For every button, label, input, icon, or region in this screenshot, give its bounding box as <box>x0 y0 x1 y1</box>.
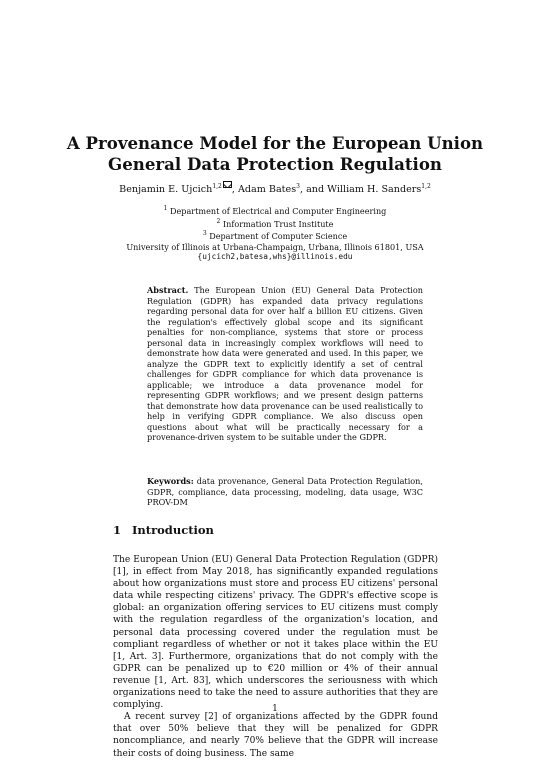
page-number: 1 <box>272 704 278 714</box>
author-name: Adam Bates <box>237 184 297 195</box>
title-line-2: General Data Protection Regulation <box>108 154 442 174</box>
author-affil-mark: 1,2 <box>212 183 222 190</box>
affiliation-text: Information Trust Institute <box>222 218 334 229</box>
author-list <box>0 181 550 195</box>
affil-mark: 2 <box>216 217 221 225</box>
section-title: Introduction <box>132 523 214 537</box>
section-heading <box>113 523 214 537</box>
keywords <box>147 476 423 508</box>
affiliation-line <box>0 204 550 217</box>
paper-title <box>0 133 550 175</box>
affiliation-block <box>0 204 550 263</box>
keywords-label: Keywords: <box>147 476 194 486</box>
envelope-icon <box>223 181 232 188</box>
author-name: William H. Sanders <box>327 184 422 195</box>
abstract-text: The European Union (EU) General Data Protection Regulation (GDPR) has expanded data privacy regulations regarding personal data for over half a billion EU citizens. Given the regulation's effectively global scope and its significant penalties for non-compliance, systems that store or process personal data in increasingly complex workflows will need to demonstrate how data were generated and used. In this paper, we analyze the GDPR text to explicitly identify a set of central challenges for GDPR compliance for which data provenance is applicable; we introduce a data provenance model for representing GDPR workflows; and we present design patterns that demonstrate how data provenance can be used realistically to help in verifying GDPR compliance. We also discuss open questions about what will be practically necessary for a provenance-driven system to be suitable under the GDPR. <box>147 285 423 442</box>
title-line-1: A Provenance Model for the European Union <box>66 133 484 153</box>
section-number: 1 <box>113 523 122 537</box>
abstract-label: Abstract. <box>147 285 189 295</box>
author-separator: , <box>231 184 238 195</box>
affil-mark: 3 <box>202 230 207 237</box>
affiliation-text: Department of Computer Science <box>209 231 348 241</box>
affiliation-text: Department of Electrical and Computer Engineering <box>170 206 387 216</box>
email-line[interactable]: {ujcich2,batesa,whs}@illinois.edu <box>197 252 353 261</box>
body-paragraph: A recent survey [2] of organizations affected by the GDPR found that over 50% believe that they will be penalized for GDPR noncompliance, and nearly 70% believe that the GDPR will increase their costs of doing business. The same <box>113 712 438 759</box>
abstract <box>147 285 423 443</box>
affiliation-line <box>0 229 550 242</box>
affil-mark: 1 <box>163 205 168 212</box>
body-text <box>113 554 438 760</box>
author-name: Benjamin E. Ujcich <box>119 184 213 195</box>
author-separator: , and <box>299 184 328 195</box>
author-affil-mark: 1,2 <box>421 183 431 190</box>
affiliation-line <box>0 217 550 230</box>
keywords-text: data provenance, General Data Protection Regulation, GDPR, compliance, data processing, modeling, data usage, W3C PROV-DM <box>147 476 423 507</box>
university-line: University of Illinois at Urbana-Champaign, Urbana, Illinois 61801, USA <box>126 241 424 252</box>
body-paragraph: The European Union (EU) General Data Protection Regulation (GDPR) [1], in effect from May 2018, has significantly expanded regulations about how organizations must store and process EU citizens' personal data while respecting citizens' privacy. The GDPR's effective scope is global: an organization offering services to EU citizens must comply with the regulation regardless of the organization's location, and personal data processing covered under the regulation must be compliant regardless of whether or not it takes place within the EU [1, Art. 3]. Furthermore, organizations that do not comply with the GDPR can be penalized up to €20 million or 4% of their annual revenue [1, Art. 83], which underscores the seriousness with which organizations need to take the need to assure authorities that they are complying. <box>113 555 438 711</box>
author-affil-mark: 3 <box>296 183 300 190</box>
